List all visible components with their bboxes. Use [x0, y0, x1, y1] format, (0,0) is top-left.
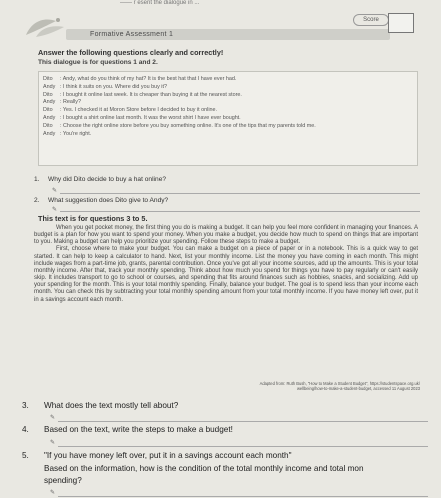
dialogue-instruction: This dialogue is for questions 1 and 2.: [38, 59, 158, 66]
answer-line-4[interactable]: [58, 446, 428, 447]
budget-passage: [34, 225, 418, 304]
question-5-continued: spending?: [44, 476, 82, 485]
pencil-icon: ✎: [52, 207, 58, 213]
question-5-continued: Based on the information, how is the condition of the total monthly income and total mon: [44, 464, 364, 473]
passage-paragraph: First, choose where to make your budget. You can make a budget on a piece of paper or in a notebook. This is a quick way to get started. It can help to keep a calculator to hand. Next, list your monthly income. List the money you have coming in each month. This might include wages from a part-time job, grants, parental contribution. Once you've got all your income sources, add up the amounts. This is your total monthly income. After that, track your monthly spending. Think about how much you spend for things you have to pay regularly or can't easily skip. It includes transport to go to school or courses, and spending that fits around finances such as hobbies, snacks, and socializing. Add up your spending for the month. This is your total monthly spending. Finally, balance your budget. The goal is to spend less than your income each month. You can check this by subtracting your total monthly spending amount from your total monthly income. If you have money left over, put it in a savings account each month.: [34, 246, 418, 303]
answer-line-3[interactable]: [58, 421, 428, 422]
citation: Adapted from: Ruth Bush, "How to Make a Student Budget", https://studentspace.org.uk/ wellbeing/how-to-make-a-student-budget, accessed 11 August 2023: [259, 381, 420, 391]
main-instruction: Answer the following questions clearly and correctly!: [38, 48, 224, 57]
dialogue-line: Andy : You're right.: [43, 130, 92, 137]
question-4: 4. Based on the text, write the steps to make a budget!: [22, 425, 233, 434]
question-2: 2. What suggestion does Dito give to Andy?: [34, 197, 169, 204]
cut-off-top-text: —— r esent the dialogue in ...: [120, 0, 200, 6]
answer-line-1[interactable]: [60, 193, 420, 194]
passage-paragraph: When you get pocket money, the first thing you do is making a budget. It can help you feel more confident in managing your finances. A budget is a plan for how you want to spend your money. When you make a budget, you decide how much to spend on things that are important to you. Making a budget can help you prioritize your spending. Follow these steps to make a budget.: [34, 225, 418, 246]
pencil-icon: ✎: [52, 188, 58, 194]
passage-section-title: This text is for questions 3 to 5.: [38, 214, 148, 223]
pencil-icon: ✎: [50, 440, 56, 446]
question-3: 3. What does the text mostly tell about?: [22, 401, 179, 410]
assessment-header: [8, 13, 433, 43]
dialogue-line: Andy : Really?: [43, 99, 81, 106]
score-box: [388, 13, 414, 33]
dialogue-line: Dito : Andy, what do you think of my hat? It is the best hat that I have ever had.: [43, 76, 237, 82]
dialogue-line: Dito : Choose the right online store before you buy something online. It's one of the tips that my parents told me.: [43, 122, 316, 129]
dialogue-line: Andy : I bought a shirt online last month. It was the worst shirt I have ever bought.: [43, 114, 241, 121]
question-1: 1. Why did Dito decide to buy a hat online?: [34, 176, 167, 183]
pencil-icon: ✎: [50, 490, 56, 496]
decorative-leaf-icon: [22, 15, 68, 39]
dialogue-line: Dito : Yes. I checked it at Moron Store before I decided to buy it online.: [43, 107, 218, 114]
score-label: Score: [353, 14, 389, 26]
dialogue-line: Andy : I think it suits on you. Where did you buy it?: [43, 83, 167, 90]
answer-line-2[interactable]: [60, 211, 420, 212]
answer-line-5[interactable]: [58, 496, 428, 497]
question-5: 5. "If you have money left over, put it in a savings account each month": [22, 451, 292, 460]
formative-assessment-banner: Formative Assessment 1: [66, 29, 390, 40]
pencil-icon: ✎: [50, 415, 56, 421]
dialogue-box: [38, 71, 418, 166]
dialogue-line: Dito : I bought it online last week. It is cheaper than buying it at the nearest store.: [43, 91, 242, 98]
